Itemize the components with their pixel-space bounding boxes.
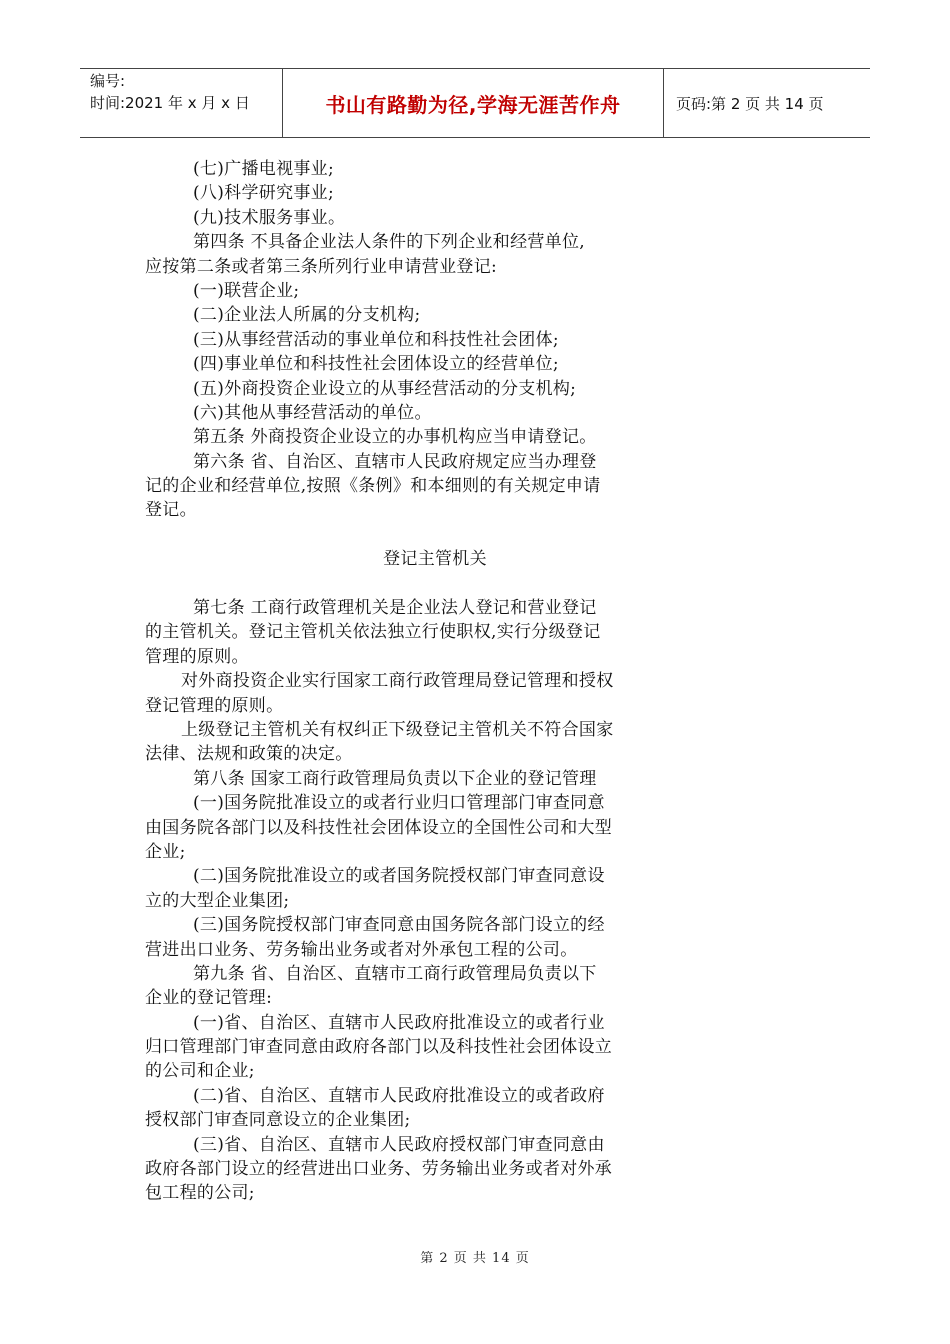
time-label: 时间:2021 年 x 月 x 日 (90, 94, 250, 112)
article-8: 第八条 国家工商行政管理局负责以下企业的登记管理 (193, 768, 597, 789)
article-4-item-4: (四)事业单位和科技性社会团体设立的经营单位; (193, 354, 559, 375)
article-7-end: 管理的原则。 (145, 646, 249, 667)
article-8-item-1-end: 企业; (145, 841, 186, 862)
page-code: 页码:第 2 页 共 14 页 (676, 94, 824, 113)
article-9-item-2-end: 授权部门审查同意设立的企业集团; (145, 1110, 411, 1131)
header-page-code-cell (664, 69, 870, 137)
article-7-cont: 的主管机关。登记主管机关依法独立行使职权,实行分级登记 (145, 622, 601, 643)
section-title: 登记主管机关 (383, 549, 487, 570)
article-7-para-3: 上级登记主管机关有权纠正下级登记主管机关不符合国家 (181, 719, 614, 740)
article-9-item-1-cont: 归口管理部门审查同意由政府各部门以及科技性社会团体设立 (145, 1037, 613, 1058)
header-meta (80, 69, 282, 137)
article-4: 第四条 不具备企业法人条件的下列企业和经营单位, (193, 232, 586, 253)
article-6-end: 登记。 (145, 500, 197, 521)
article-8-item-3: (三)国务院授权部门审查同意由国务院各部门设立的经 (193, 915, 605, 936)
document-header (80, 68, 870, 138)
spacer (145, 572, 665, 596)
article-8-item-1: (一)国务院批准设立的或者行业归口管理部门审查同意 (193, 793, 605, 814)
article-8-item-3-end: 营进出口业务、劳务输出业务或者对外承包工程的公司。 (145, 939, 578, 960)
article-7-para-2: 对外商投资企业实行国家工商行政管理局登记管理和授权 (181, 671, 614, 692)
article-9-item-1-end: 的公司和企业; (145, 1061, 255, 1082)
article-9-item-1: (一)省、自治区、直辖市人民政府批准设立的或者行业 (193, 1012, 605, 1033)
article-4-item-5: (五)外商投资企业设立的从事经营活动的分支机构; (193, 378, 577, 399)
article-9-item-3-cont: 政府各部门设立的经营进出口业务、劳务输出业务或者对外承 (145, 1159, 613, 1180)
article-5: 第五条 外商投资企业设立的办事机构应当申请登记。 (193, 427, 597, 448)
article-6-cont: 记的企业和经营单位,按照《条例》和本细则的有关规定申请 (145, 476, 601, 497)
article-9-item-2: (二)省、自治区、直辖市人民政府批准设立的或者政府 (193, 1085, 605, 1106)
page-footer: 第 2 页 共 14 页 (420, 1251, 530, 1266)
item-9: (九)技术服务事业。 (193, 207, 346, 228)
article-7-para-3-end: 法律、法规和政策的决定。 (145, 744, 353, 765)
article-9-cont: 企业的登记管理: (145, 988, 273, 1009)
article-8-item-2-end: 立的大型企业集团; (145, 890, 290, 911)
article-4-item-3: (三)从事经营活动的事业单位和科技性社会团体; (193, 329, 559, 350)
article-4-item-6: (六)其他从事经营活动的单位。 (193, 402, 432, 423)
motto: 书山有路勤为径,学海无涯苦作舟 (325, 92, 621, 117)
article-4-item-1: (一)联营企业; (193, 280, 300, 301)
article-4-cont: 应按第二条或者第三条所列行业申请营业登记: (145, 256, 498, 277)
article-9: 第九条 省、自治区、直辖市工商行政管理局负责以下 (193, 963, 597, 984)
article-9-item-3-end: 包工程的公司; (145, 1183, 255, 1204)
article-9-item-3: (三)省、自治区、直辖市人民政府授权部门审查同意由 (193, 1134, 605, 1155)
item-8: (八)科学研究事业; (193, 183, 334, 204)
document-body (145, 157, 665, 1206)
item-7: (七)广播电视事业; (193, 159, 334, 179)
number-label: 编号: (90, 72, 126, 90)
article-6: 第六条 省、自治区、直辖市人民政府规定应当办理登 (193, 451, 597, 472)
article-7-para-2-end: 登记管理的原则。 (145, 695, 284, 716)
article-7: 第七条 工商行政管理机关是企业法人登记和营业登记 (193, 598, 597, 619)
article-8-item-2: (二)国务院批准设立的或者国务院授权部门审查同意设 (193, 866, 605, 887)
spacer (145, 523, 665, 547)
article-8-item-1-cont: 由国务院各部门以及科技性社会团体设立的全国性公司和大型 (145, 817, 613, 838)
header-motto-cell (282, 69, 664, 137)
article-4-item-2: (二)企业法人所属的分支机构; (193, 305, 421, 326)
